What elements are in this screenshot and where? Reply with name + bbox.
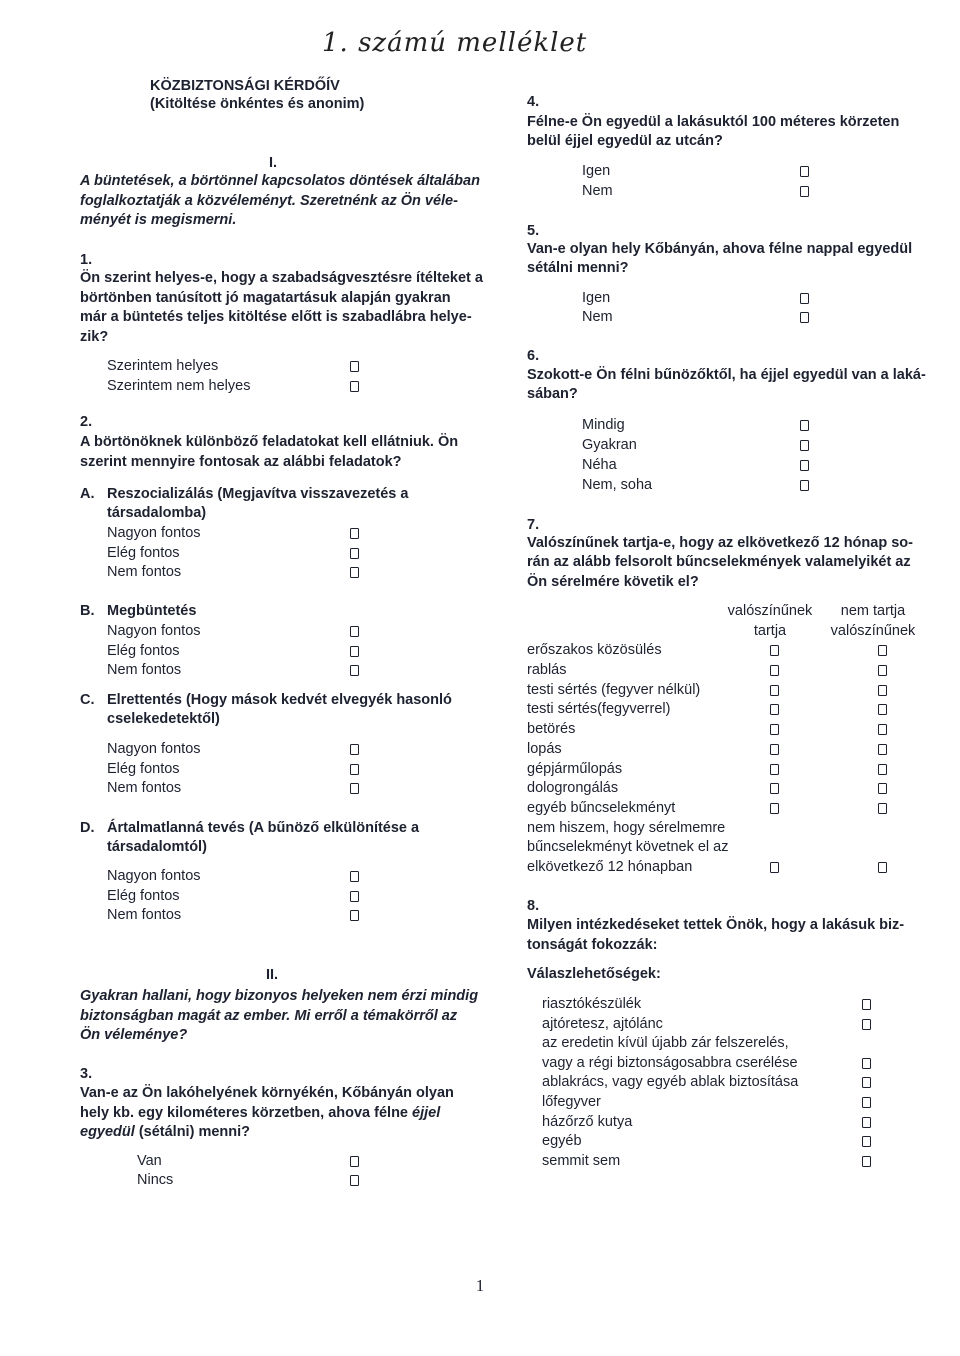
q7-likely-checkbox[interactable] (770, 783, 779, 794)
q2-part-title: Ártalmatlanná tevés (A bűnöző elkülönítése a (107, 820, 420, 836)
q7-crime-label: testi sértés (fegyver nélkül) (527, 682, 701, 698)
q6-option-checkbox[interactable] (800, 420, 809, 431)
section-2-number: II. (266, 967, 279, 983)
q7-column-header-likely: tartja (753, 623, 787, 639)
q4-number: 4. (527, 94, 540, 110)
q8-option-label: vagy a régi biztonságosabbra cserélése (542, 1055, 798, 1071)
q2-part-title: társadalomtól) (107, 839, 207, 855)
q2-part-letter: A. (80, 486, 95, 502)
q3-option-label: Van (137, 1153, 162, 1169)
q5-option-label: Igen (582, 290, 611, 306)
section-2-intro-line: biztonságban magát az ember. Mi erről a témakörről az (80, 1008, 458, 1024)
q2b-scale-label: Elég fontos (107, 643, 180, 659)
q7-likely-checkbox[interactable] (770, 862, 779, 873)
q2-part-title: Megbüntetés (107, 603, 197, 619)
q7-unlikely-checkbox[interactable] (878, 685, 887, 696)
q7-crime-label: rablás (527, 662, 567, 678)
q3-text-segment: (sétálni) menni? (134, 1124, 251, 1140)
q6-option-label: Néha (582, 457, 617, 473)
q2-text-line: szerint mennyire fontosak az alábbi feladatok? (80, 454, 402, 470)
q5-number: 5. (527, 223, 540, 239)
q7-text-line: rán az alább felsorolt bűncselekmények valamelyikét az (527, 554, 911, 570)
q3-text-line (80, 1103, 440, 1123)
q2b-scale-label: Nem fontos (107, 662, 182, 678)
q7-likely-checkbox[interactable] (770, 704, 779, 715)
q2c-checkbox[interactable] (350, 783, 359, 794)
q7-crime-label: testi sértés(fegyverrel) (527, 701, 671, 717)
q7-crime-label: elkövetkező 12 hónapban (527, 859, 693, 875)
q6-number: 6. (527, 348, 540, 364)
q2d-scale-label: Nagyon fontos (107, 868, 201, 884)
q8-option-label: ablakrács, vagy egyéb ablak biztosítása (542, 1074, 799, 1090)
q1-option-checkbox[interactable] (350, 381, 359, 392)
q2c-checkbox[interactable] (350, 744, 359, 755)
q8-text-line: Milyen intézkedéseket tettek Önök, hogy a lakásuk biz- (527, 917, 905, 933)
q8-option-label: riasztókészülék (542, 996, 642, 1012)
q8-option-checkbox[interactable] (862, 1117, 871, 1128)
q4-text-line: Félne-e Ön egyedül a lakásuktól 100 méteres körzeten (527, 114, 900, 130)
q1-number: 1. (80, 252, 93, 268)
q7-likely-checkbox[interactable] (770, 665, 779, 676)
q5-option-checkbox[interactable] (800, 312, 809, 323)
section-1-intro-line: ményét is megismerni. (80, 212, 237, 228)
q7-crime-label: betörés (527, 721, 576, 737)
q7-unlikely-checkbox[interactable] (878, 783, 887, 794)
q5-option-label: Nem (582, 309, 613, 325)
q8-option-label: lőfegyver (542, 1094, 601, 1110)
q4-option-label: Nem (582, 183, 613, 199)
q7-crime-label: egyéb bűncselekményt (527, 800, 676, 816)
q2-part-title: cselekedetektől) (107, 711, 220, 727)
q3-text-emphasis: éjjel (412, 1105, 441, 1121)
q8-option-checkbox[interactable] (862, 999, 871, 1010)
q2-part-title: Reszocializálás (Megjavítva visszavezetés a (107, 486, 409, 502)
q8-option-checkbox[interactable] (862, 1156, 871, 1167)
section-1-number: I. (269, 155, 278, 171)
q2a-checkbox[interactable] (350, 528, 359, 539)
q8-option-label: egyéb (542, 1133, 582, 1149)
q2d-checkbox[interactable] (350, 871, 359, 882)
q7-text-line: Ön sérelmére követik el? (527, 574, 699, 590)
q7-crime-label: erőszakos közösülés (527, 642, 662, 658)
q7-unlikely-checkbox[interactable] (878, 645, 887, 656)
q7-text-line: Valószínűnek tartja-e, hogy az elkövetkező 12 hónap so- (527, 535, 913, 551)
q6-option-checkbox[interactable] (800, 480, 809, 491)
q3-option-checkbox[interactable] (350, 1175, 359, 1186)
q4-option-checkbox[interactable] (800, 166, 809, 177)
q8-text-line: tonságát fokozzák: (527, 937, 658, 953)
q7-unlikely-checkbox[interactable] (878, 803, 887, 814)
q8-option-label: ajtóretesz, ajtólánc (542, 1016, 663, 1032)
q7-unlikely-checkbox[interactable] (878, 744, 887, 755)
q2-number: 2. (80, 414, 93, 430)
q8-option-checkbox[interactable] (862, 1136, 871, 1147)
q1-text-line: már a büntetés teljes kitöltése előtt is szabadlábra helye- (80, 309, 472, 325)
q2a-scale-label: Elég fontos (107, 545, 180, 561)
q2a-checkbox[interactable] (350, 548, 359, 559)
q2c-checkbox[interactable] (350, 764, 359, 775)
section-1-intro-line: foglalkoztatják a közvéleményt. Szeretnénk az Ön véle- (80, 193, 458, 209)
q2d-scale-label: Nem fontos (107, 907, 182, 923)
q2d-scale-label: Elég fontos (107, 888, 180, 904)
q7-likely-checkbox[interactable] (770, 803, 779, 814)
q2-part-letter: D. (80, 820, 95, 836)
q7-column-header-unlikely: valószínűnek (830, 623, 916, 639)
q6-text-line: sában? (527, 386, 578, 402)
q2-part-letter: B. (80, 603, 95, 619)
q2-text-line: A börtönöknek különböző feladatokat kell ellátniuk. Ön (80, 434, 459, 450)
q2b-scale-label: Nagyon fontos (107, 623, 201, 639)
section-2-intro-line: Ön véleménye? (80, 1027, 188, 1043)
q5-text-line: Van-e olyan hely Kőbányán, ahova félne nappal egyedül (527, 241, 913, 257)
q3-text-segment: hely kb. egy kilométeres körzetben, ahova félne (80, 1105, 413, 1121)
q7-crime-label: gépjárműlopás (527, 761, 623, 777)
q3-text-line: Van-e az Ön lakóhelyének környékén, Kőbányán olyan (80, 1085, 454, 1101)
q5-option-checkbox[interactable] (800, 293, 809, 304)
q7-crime-label: dologrongálás (527, 780, 619, 796)
q6-text-line: Szokott-e Ön félni bűnözőktől, ha éjjel egyedül van a laká- (527, 367, 926, 383)
q6-option-label: Gyakran (582, 437, 637, 453)
q3-option-label: Nincs (137, 1172, 174, 1188)
q7-likely-checkbox[interactable] (770, 744, 779, 755)
q7-unlikely-checkbox[interactable] (878, 665, 887, 676)
q2-part-title: társadalomba) (107, 505, 207, 521)
q8-option-label: az eredetin kívül újabb zár felszerelés, (542, 1035, 789, 1051)
q7-likely-checkbox[interactable] (770, 724, 779, 735)
q1-option-checkbox[interactable] (350, 361, 359, 372)
q7-likely-checkbox[interactable] (770, 764, 779, 775)
q7-likely-checkbox[interactable] (770, 685, 779, 696)
section-1-intro-line: A büntetések, a börtönnel kapcsolatos döntések általában (80, 173, 480, 189)
q2-part-title: Elrettentés (Hogy mások kedvét elvegyék hasonló (107, 692, 452, 708)
form-subtitle: (Kitöltése önkéntes és anonim) (150, 96, 365, 112)
q2c-scale-label: Nagyon fontos (107, 741, 201, 757)
q8-option-label: semmit sem (542, 1153, 621, 1169)
q2b-checkbox[interactable] (350, 646, 359, 657)
q2b-checkbox[interactable] (350, 665, 359, 676)
q7-column-header-likely: valószínűnek (727, 603, 813, 619)
q7-unlikely-checkbox[interactable] (878, 724, 887, 735)
q8-option-label: házőrző kutya (542, 1114, 633, 1130)
q3-option-checkbox[interactable] (350, 1156, 359, 1167)
q7-crime-label: nem hiszem, hogy sérelmemre (527, 820, 726, 836)
page-number: 1 (475, 1276, 485, 1295)
q3-text-line (80, 1122, 250, 1142)
q2d-checkbox[interactable] (350, 891, 359, 902)
q8-option-checkbox[interactable] (862, 1019, 871, 1030)
q8-number: 8. (527, 898, 540, 914)
handwritten-annex-note: 1. számú melléklet (322, 28, 588, 58)
q2a-scale-label: Nagyon fontos (107, 525, 201, 541)
q2a-checkbox[interactable] (350, 567, 359, 578)
q7-likely-checkbox[interactable] (770, 645, 779, 656)
q3-number: 3. (80, 1066, 93, 1082)
q8-option-checkbox[interactable] (862, 1097, 871, 1108)
q2c-scale-label: Nem fontos (107, 780, 182, 796)
q2d-checkbox[interactable] (350, 910, 359, 921)
q1-text-line: börtönben tanúsított jó magatartásuk alapján gyakran (80, 290, 451, 306)
q1-text-line: Ön szerint helyes-e, hogy a szabadságvesztésre ítélteket a (80, 270, 483, 286)
q7-crime-label: lopás (527, 741, 562, 757)
q4-option-checkbox[interactable] (800, 186, 809, 197)
section-2-intro-line: Gyakran hallani, hogy bizonyos helyeken nem érzi mindig (80, 988, 479, 1004)
q4-text-line: belül éjjel egyedül az utcán? (527, 133, 723, 149)
q5-text-line: sétálni menni? (527, 260, 629, 276)
q7-column-header-unlikely: nem tartja (840, 603, 906, 619)
q6-option-label: Mindig (582, 417, 625, 433)
q8-option-checkbox[interactable] (862, 1077, 871, 1088)
q7-unlikely-checkbox[interactable] (878, 862, 887, 873)
q6-option-label: Nem, soha (582, 477, 653, 493)
q7-unlikely-checkbox[interactable] (878, 704, 887, 715)
q6-option-checkbox[interactable] (800, 460, 809, 471)
q8-answers-label: Válaszlehetőségek: (527, 966, 661, 982)
q2-part-letter: C. (80, 692, 95, 708)
q6-option-checkbox[interactable] (800, 440, 809, 451)
q1-text-line: zik? (80, 329, 109, 345)
q1-option-label: Szerintem helyes (107, 358, 219, 374)
q7-number: 7. (527, 517, 540, 533)
q2b-checkbox[interactable] (350, 626, 359, 637)
form-title: KÖZBIZTONSÁGI KÉRDŐÍV (150, 78, 340, 94)
q4-option-label: Igen (582, 163, 611, 179)
q1-option-label: Szerintem nem helyes (107, 378, 251, 394)
q8-option-checkbox[interactable] (862, 1058, 871, 1069)
q2a-scale-label: Nem fontos (107, 564, 182, 580)
q2c-scale-label: Elég fontos (107, 761, 180, 777)
q7-crime-label: bűncselekményt követnek el az (527, 839, 729, 855)
q7-unlikely-checkbox[interactable] (878, 764, 887, 775)
q3-text-emphasis: egyedül (80, 1124, 135, 1140)
